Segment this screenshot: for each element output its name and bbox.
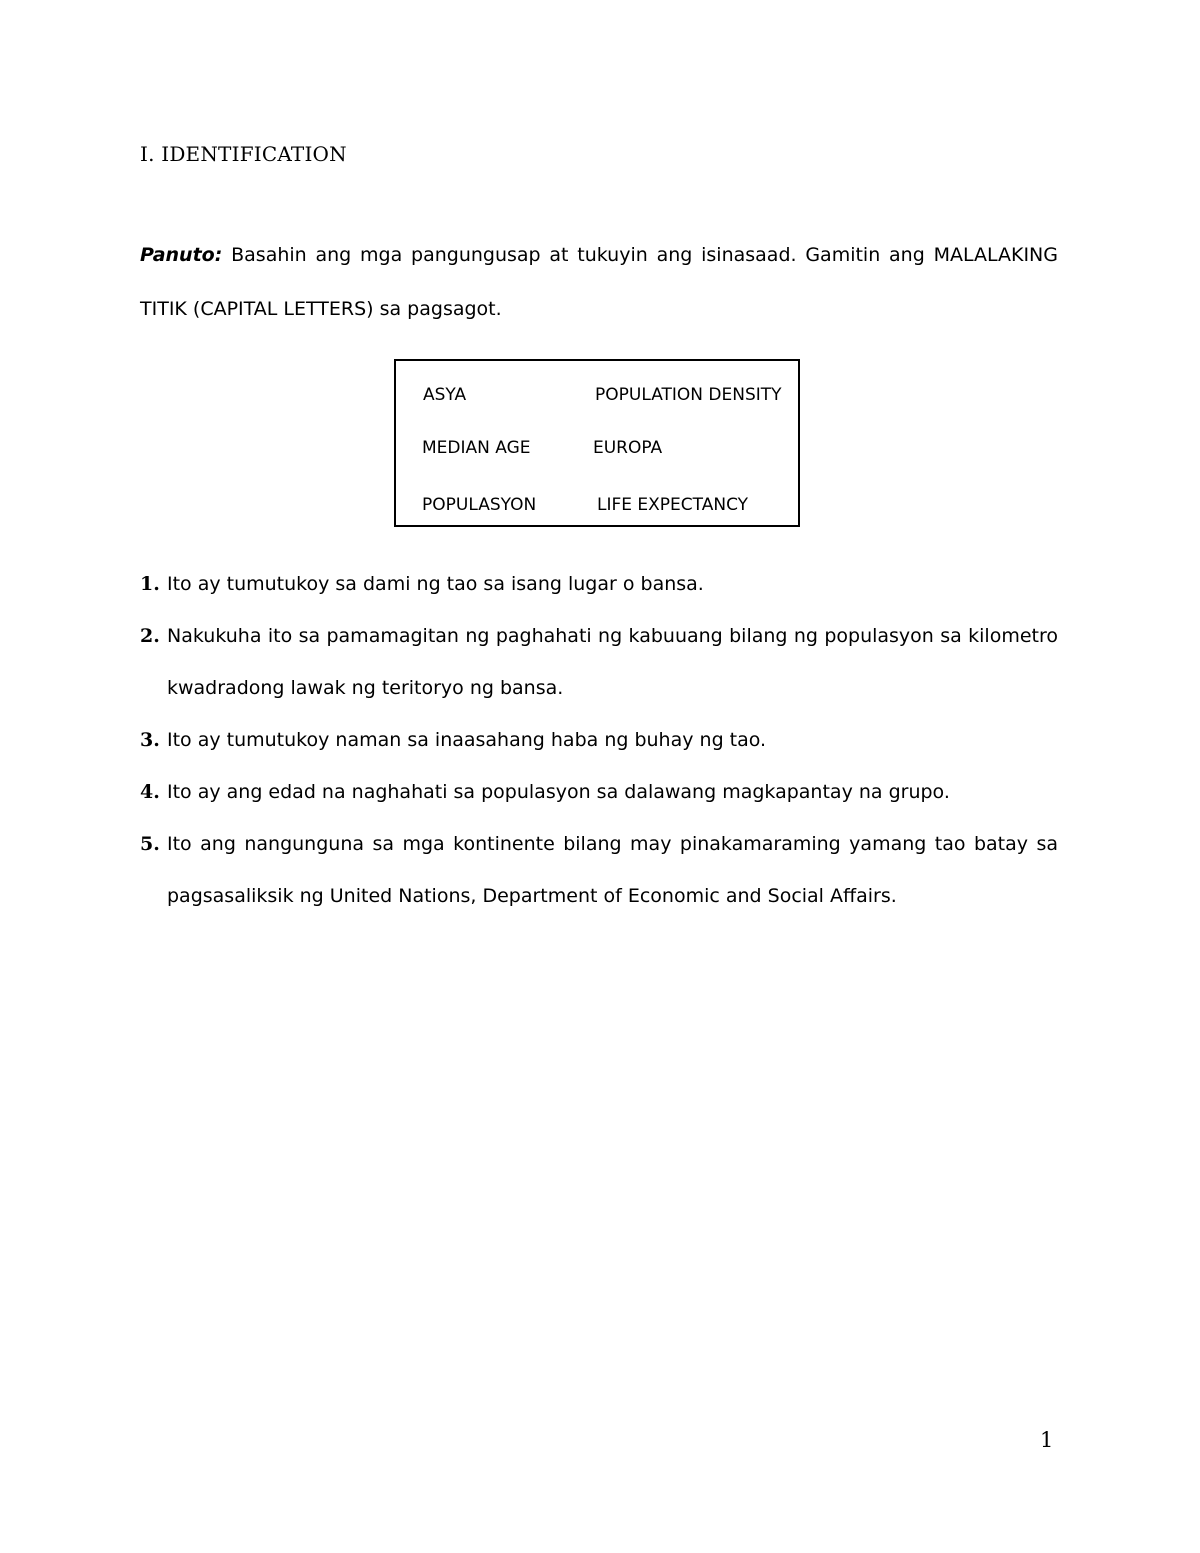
question-text: Ito ay tumutukoy naman sa inaasahang haba ng buhay ng tao.: [167, 729, 767, 751]
question-item: [140, 714, 1058, 766]
question-text: Ito ay tumutukoy sa dami ng tao sa isang lugar o bansa.: [167, 573, 704, 595]
word-bank-item: POPULATION DENSITY: [595, 385, 782, 405]
word-bank-item: MEDIAN AGE: [422, 438, 531, 458]
instructions-label: Panuto:: [140, 244, 223, 266]
question-item: [140, 766, 1058, 818]
page-number: 1: [1040, 1428, 1054, 1452]
question-number: 2.: [140, 625, 160, 647]
question-item: [140, 818, 1058, 922]
question-number: 1.: [140, 573, 160, 595]
word-bank-item: EUROPA: [593, 438, 663, 458]
word-bank-item: ASYA: [423, 385, 467, 405]
question-number: 4.: [140, 781, 160, 803]
instructions-text: Basahin ang mga pangungusap at tukuyin ang isinasaad. Gamitin ang MALALAKING TITIK (CAPITAL LETTERS) sa pagsagot.: [140, 244, 1058, 320]
question-number: 5.: [140, 833, 160, 855]
question-item: [140, 610, 1058, 714]
word-bank-item: POPULASYON: [422, 495, 537, 515]
question-number: 3.: [140, 729, 160, 751]
question-list: [140, 558, 1058, 922]
word-bank-item: LIFE EXPECTANCY: [597, 495, 749, 515]
question-item: [140, 558, 1058, 610]
word-bank-box: [394, 359, 800, 527]
question-text: Ito ang nangunguna sa mga kontinente bilang may pinakamaraming yamang tao batay sa pagsasaliksik ng United Nations, Department of Economic and Social Affairs.: [167, 833, 1058, 907]
question-text: Nakukuha ito sa pamamagitan ng paghahati ng kabuuang bilang ng populasyon sa kilometro kwadradong lawak ng teritoryo ng bansa.: [167, 625, 1058, 699]
instructions: [140, 228, 1058, 336]
section-title: I. IDENTIFICATION: [140, 142, 347, 166]
question-text: Ito ay ang edad na naghahati sa populasyon sa dalawang magkapantay na grupo.: [167, 781, 950, 803]
